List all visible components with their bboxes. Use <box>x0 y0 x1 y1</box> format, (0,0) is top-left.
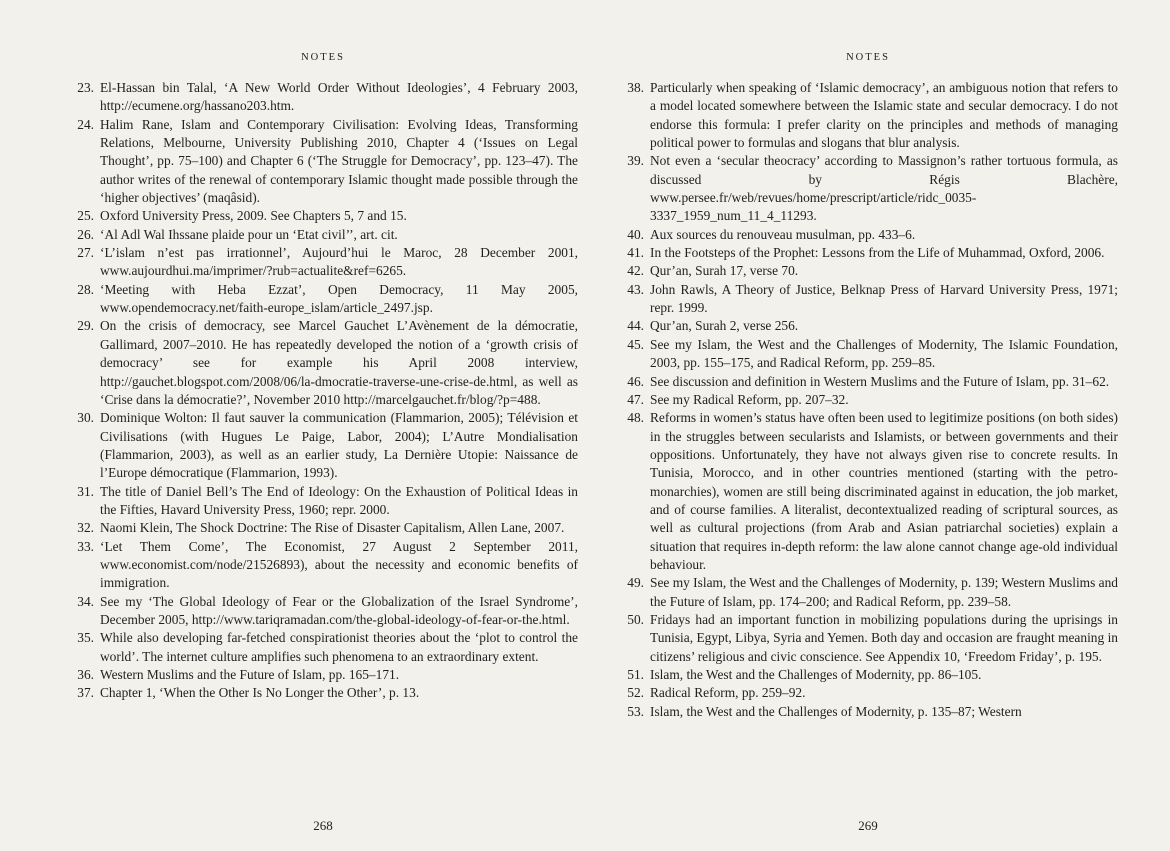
note-item <box>618 409 1118 574</box>
note-number: 41. <box>627 245 644 261</box>
page-number: 268 <box>313 818 333 833</box>
note-item <box>618 281 1118 318</box>
note-item <box>618 391 1118 409</box>
note-item <box>618 317 1118 335</box>
note-text: Islam, the West and the Challenges of Modernity, p. 135–87; Western <box>650 703 1022 719</box>
note-number: 28. <box>77 281 94 297</box>
note-text: Western Muslims and the Future of Islam, pp. 165–171. <box>100 667 400 682</box>
note-text: While also developing far-fetched conspirationist theories about the ‘plot to control the world’. The internet culture amplifies such phenomena to an extraordinary extent. <box>100 630 578 664</box>
note-item <box>68 538 578 593</box>
note-text: See my Islam, the West and the Challenges of Modernity, The Islamic Foundation, 2003, pp. 155–175, and Radical Reform, pp. 259–85. <box>650 336 1118 371</box>
note-text: Qur’an, Surah 17, verse 70. <box>650 263 799 279</box>
note-number: 50. <box>627 611 644 627</box>
notes-list <box>618 79 1118 721</box>
note-item <box>68 79 578 116</box>
note-number: 27. <box>77 245 94 261</box>
note-text: Fridays had an important function in mobilizing populations during the uprisings in Tunisia, Egypt, Libya, Syria and Yemen. Both day and occasion are fraught meaning in citizens’ religious and civic conscience. See Appendix 10, ‘Freedom Friday’, p. 195. <box>650 611 1118 664</box>
note-item <box>68 593 578 630</box>
note-text: John Rawls, A Theory of Justice, Belknap Press of Harvard University Press, 1971; repr. 1999. <box>650 281 1118 316</box>
note-number: 45. <box>627 336 644 352</box>
note-item <box>68 244 578 281</box>
note-number: 44. <box>627 318 644 334</box>
note-text: Radical Reform, pp. 259–92. <box>650 685 806 701</box>
note-text: Chapter 1, ‘When the Other Is No Longer the Other’, p. 13. <box>100 685 420 701</box>
note-item <box>68 629 578 666</box>
note-text: See discussion and definition in Western Muslims and the Future of Islam, pp. 31–62. <box>650 373 1110 389</box>
note-number: 30. <box>77 410 94 426</box>
note-text: ‘Meeting with Heba Ezzat’, Open Democracy, 11 May 2005, www.opendemocracy.net/faith-europe_islam/article_2497.jsp. <box>100 281 578 316</box>
note-item <box>618 336 1118 373</box>
note-text: Particularly when speaking of ‘Islamic democracy’, an ambiguous notion that refers to a model located somewhere between the Islamic state and secular democracy. I do not endorse this formula: I prefer clarity on the principles and methods of managing political power to formulas and slogans that blur analysis. <box>650 80 1118 151</box>
note-item <box>618 79 1118 152</box>
note-item <box>68 409 578 482</box>
note-item <box>68 281 578 318</box>
note-item <box>68 116 578 208</box>
note-number: 42. <box>627 263 644 279</box>
page-number: 269 <box>858 818 878 833</box>
note-text: See my Radical Reform, pp. 207–32. <box>650 391 849 407</box>
right-page <box>618 0 1118 851</box>
note-number: 38. <box>627 80 644 95</box>
note-item <box>618 684 1118 702</box>
note-number: 49. <box>627 575 644 591</box>
note-item <box>618 226 1118 244</box>
note-text: Dominique Wolton: Il faut sauver la communication (Flammarion, 2005); Télévision et Civilisations (with Hugues Le Paige, Labor, 2004); L’Autre Mondialisation (Flammarion, 2003), as well as an earlier study, La Dernière Utopie: Naissance de l’Europe démocratique (Flammarion, 1993). <box>100 410 578 481</box>
note-number: 29. <box>77 318 94 334</box>
running-head: NOTES <box>846 52 890 63</box>
note-number: 33. <box>77 538 94 554</box>
note-number: 47. <box>627 391 644 407</box>
note-item <box>68 483 578 520</box>
note-number: 26. <box>77 226 94 242</box>
note-item <box>68 207 578 225</box>
note-text: On the crisis of democracy, see Marcel Gauchet L’Avènement de la démocratie, Gallimard, 2007–2010. He has repeatedly developed the notion of a ‘growth crisis of democracy’ see for example his April 2008 interview, http://gauchet.blogspot.com/2008/06/la-dmocratie-traverse-une-crise-de.html, as well as ‘Crise dans la démocratie?’, November 2010 http://marcelgauchet.fr/blog/?p=488. <box>100 318 578 407</box>
note-item <box>618 152 1118 225</box>
note-number: 43. <box>627 281 644 297</box>
note-number: 34. <box>77 593 94 609</box>
note-text: ‘Al Adl Wal Ihssane plaide pour un ‘Etat civil’’, art. cit. <box>100 226 398 242</box>
note-text: Oxford University Press, 2009. See Chapters 5, 7 and 15. <box>100 208 407 224</box>
note-text: See my ‘The Global Ideology of Fear or the Globalization of the Israel Syndrome’, December 2005, http://www.tariqramadan.com/the-global-ideology-of-fear-or-the.html. <box>100 593 578 627</box>
note-item <box>618 574 1118 611</box>
note-number: 52. <box>627 685 644 701</box>
left-page <box>68 0 578 851</box>
note-text: Islam, the West and the Challenges of Modernity, pp. 86–105. <box>650 667 982 682</box>
note-number: 25. <box>77 208 94 224</box>
notes-list <box>68 79 578 703</box>
note-text: Reforms in women’s status have often been used to legitimize positions (on both sides) in the struggles between secularists and Islamists, or between governments and their oppositions. Unfortunately, they have not always given rise to concrete results. In Tunisia, Morocco, and in other countries mentioned (starting with the petro-monarchies), women are still being discriminated against in education, the job market, and of course families. A literalist, decontextualized reading of scriptural sources, as well as cultural projections (from Arab and Asian patriarchal societies) explain a situation that requires in-depth reform: the law alone cannot change age-old individual behaviour. <box>650 410 1118 572</box>
note-item <box>618 373 1118 391</box>
note-text: The title of Daniel Bell’s The End of Ideology: On the Exhaustion of Political Ideas in the Fifties, Havard University Press, 1960; repr. 2000. <box>100 483 578 517</box>
note-text: Not even a ‘secular theocracy’ according to Massignon’s rather tortuous formula, as discussed by Régis Blachère, www.persee.fr/web/revues/home/prescript/article/ridc_0035-3337_1959_num_11_4_11293. <box>650 153 1118 224</box>
note-text: See my Islam, the West and the Challenges of Modernity, p. 139; Western Muslims and the Future of Islam, pp. 174–200; and Radical Reform, pp. 239–58. <box>650 575 1118 609</box>
note-text: Aux sources du renouveau musulman, pp. 433–6. <box>650 226 916 242</box>
note-item <box>68 226 578 244</box>
note-number: 36. <box>77 667 94 682</box>
note-number: 40. <box>627 226 644 242</box>
note-text: Qur’an, Surah 2, verse 256. <box>650 318 799 334</box>
note-text: Halim Rane, Islam and Contemporary Civilisation: Evolving Ideas, Transforming Relations, Melbourne, University Publishing 2010, Chapter 4 (‘Issues on Legal Thought’, pp. 75–100) and Chapter 6 (‘The Struggle for Democracy’, pp. 123–47). The author writes of the renewal of contemporary Islamic thought made possible through the ‘higher objectives’ (maqâsid). <box>100 116 578 206</box>
note-item <box>68 519 578 537</box>
note-item <box>68 666 578 684</box>
note-item <box>68 317 578 409</box>
note-text: ‘L’islam n’est pas irrationnel’, Aujourd’hui le Maroc, 28 December 2001, www.aujourdhui.ma/imprimer/?rub=actualite&ref=6265. <box>100 245 578 279</box>
note-number: 48. <box>627 410 644 426</box>
note-number: 53. <box>627 703 644 719</box>
note-item <box>618 262 1118 280</box>
note-text: El-Hassan bin Talal, ‘A New World Order Without Ideologies’, 4 February 2003, http://ecumene.org/hassano203.htm. <box>100 80 578 114</box>
note-number: 51. <box>627 667 644 682</box>
note-text: ‘Let Them Come’, The Economist, 27 August 2 September 2011, www.economist.com/node/21526893), about the necessity and economic benefits of immigration. <box>100 538 578 591</box>
note-item <box>618 611 1118 666</box>
note-number: 37. <box>77 685 94 701</box>
note-number: 39. <box>627 153 644 169</box>
note-number: 23. <box>77 80 94 95</box>
note-item <box>618 244 1118 262</box>
note-text: In the Footsteps of the Prophet: Lessons from the Life of Muhammad, Oxford, 2006. <box>650 245 1105 261</box>
note-item <box>618 703 1118 721</box>
note-number: 32. <box>77 520 94 536</box>
note-number: 35. <box>77 630 94 646</box>
note-number: 31. <box>77 483 94 499</box>
note-item <box>68 684 578 702</box>
note-number: 24. <box>77 116 94 132</box>
note-number: 46. <box>627 373 644 389</box>
note-item <box>618 666 1118 684</box>
note-text: Naomi Klein, The Shock Doctrine: The Rise of Disaster Capitalism, Allen Lane, 2007. <box>100 520 565 536</box>
running-head: NOTES <box>301 52 345 63</box>
